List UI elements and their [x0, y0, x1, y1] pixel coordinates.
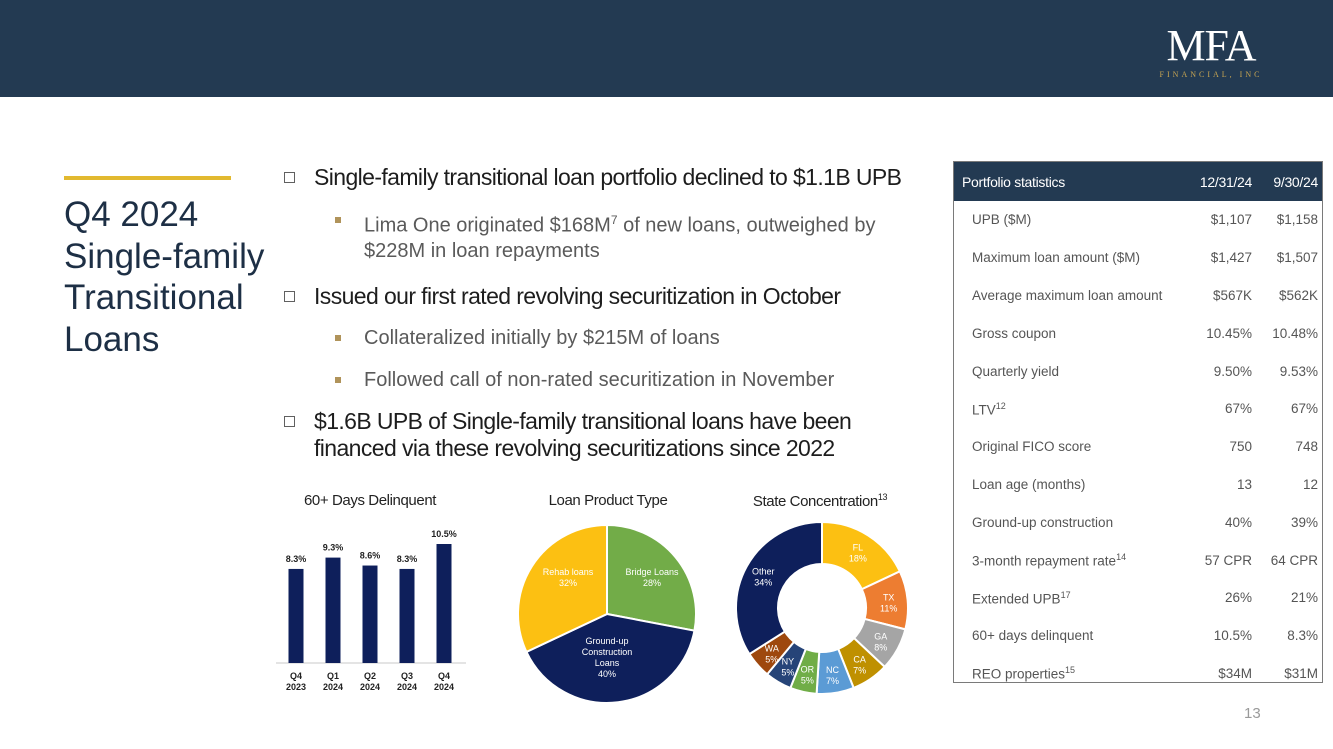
row-label-text: Quarterly yield	[972, 363, 1060, 379]
table-row	[954, 617, 1322, 655]
value-prior: 67%	[1290, 401, 1318, 417]
value-prior: 10.48%	[1272, 325, 1318, 341]
value-current: 57 CPR	[1204, 552, 1252, 568]
logo-subtitle: FINANCIAL, INC	[1159, 70, 1263, 79]
value-prior: 9.53%	[1279, 363, 1318, 379]
delinquency-chart-title: 60+ Days Delinquent	[303, 492, 437, 509]
bullet-list	[282, 164, 932, 462]
value-prior: 12	[1302, 476, 1318, 492]
table-body	[954, 201, 1322, 692]
row-label-text: UPB ($M)	[972, 212, 1032, 228]
footnote-ref: 12	[995, 400, 1006, 411]
bar-1	[326, 558, 341, 663]
footnote-ref: 17	[1060, 589, 1071, 600]
title-accent-line	[64, 176, 231, 180]
table-row	[954, 428, 1322, 466]
value-current: $567K	[1212, 287, 1252, 303]
checkbox-bullet-icon	[284, 416, 295, 427]
pie-slice-value: 32%	[558, 578, 578, 588]
footnote-ref: 7	[610, 213, 618, 227]
table-row	[954, 277, 1322, 315]
value-current: 26%	[1224, 590, 1252, 606]
row-label	[954, 401, 1178, 418]
bar-category-label: Q2	[363, 671, 377, 681]
footnote-ref: 13	[877, 492, 888, 502]
page-number: 13	[1244, 705, 1261, 722]
value-current: $1,107	[1210, 212, 1252, 228]
state-chart-title	[720, 492, 920, 510]
bar-value-label: 8.3%	[396, 553, 418, 564]
donut-slice-value: 5%	[765, 654, 779, 665]
row-label	[954, 326, 1178, 341]
row-label	[954, 288, 1178, 303]
row-label	[954, 477, 1178, 492]
slide-title-line: Q4 2024	[64, 195, 199, 234]
bullet-item	[282, 164, 932, 191]
row-label	[954, 590, 1178, 607]
logo-wordmark: MFA	[1166, 21, 1256, 70]
bullet-item	[282, 408, 932, 462]
donut-slice-name: OR	[800, 664, 815, 675]
value-current: 10.5%	[1213, 628, 1252, 644]
donut-slice-value: 8%	[874, 642, 888, 653]
pie-slice-name: Bridge Loans	[625, 567, 679, 577]
pie-slice-name: Construction	[581, 647, 633, 657]
bar-value-label: 8.6%	[359, 550, 381, 561]
table-row	[954, 503, 1322, 541]
donut-slice-value: 5%	[781, 667, 795, 678]
table-row	[954, 579, 1322, 617]
column-header: 12/31/24	[1199, 173, 1252, 190]
sub-bullet-text: Lima One originated $168M	[364, 214, 611, 237]
table-row	[954, 655, 1322, 693]
value-current: 750	[1229, 439, 1252, 455]
sub-bullet-text: of new loans, outweighed by $228M in loan repayments	[364, 214, 876, 262]
row-label-text: Ground-up construction	[972, 514, 1114, 530]
square-bullet-icon	[335, 377, 341, 383]
bar-4	[437, 544, 452, 663]
value-prior: 748	[1295, 439, 1318, 455]
bar-3	[400, 569, 415, 663]
row-label	[954, 250, 1178, 265]
row-label-text: Maximum loan amount ($M)	[972, 250, 1141, 266]
bar-0	[289, 569, 304, 663]
checkbox-bullet-icon	[284, 172, 295, 183]
row-label	[954, 552, 1178, 569]
sub-bullet-item	[282, 326, 932, 351]
bar-category-label: Q4	[437, 671, 451, 681]
value-current: $34M	[1218, 665, 1252, 681]
row-label	[954, 212, 1178, 227]
sub-bullet-text: Followed call of non-rated securitization in November	[364, 368, 835, 391]
column-header: 9/30/24	[1273, 173, 1318, 190]
row-label	[954, 628, 1178, 643]
table-row	[954, 314, 1322, 352]
sub-bullet-item	[282, 208, 932, 264]
bar-category-label: 2024	[322, 682, 344, 692]
value-current: 67%	[1224, 401, 1252, 417]
donut-slice-name: NY	[781, 656, 795, 667]
table-header-row	[954, 162, 1322, 201]
state-chart-title-text: State Concentration	[752, 493, 878, 510]
bar-category-label: 2024	[396, 682, 418, 692]
pie-slice-name: Rehab loans	[542, 567, 594, 577]
bar-category-label: Q4	[289, 671, 303, 681]
row-label-text: 3-month repayment rate	[972, 553, 1117, 569]
row-label	[954, 439, 1178, 454]
pie-slice-name: Loans	[594, 658, 620, 668]
pie-slice-name: Ground-up	[585, 636, 629, 646]
donut-slice-value: 18%	[848, 553, 867, 564]
column-header: Portfolio statistics	[962, 173, 1065, 190]
slide-title-line: Loans	[64, 319, 160, 359]
sub-bullet-text: Collateralized initially by $215M of loans	[364, 326, 720, 349]
value-current: 40%	[1224, 514, 1252, 530]
state-concentration-donut-chart	[726, 518, 916, 702]
bullet-text: Issued our first rated revolving securitization in October	[314, 282, 841, 309]
donut-slice-name: GA	[874, 631, 888, 642]
pie-slice-value: 40%	[597, 669, 617, 679]
donut-slice-value: 7%	[853, 665, 867, 676]
bar-category-label: 2023	[285, 682, 307, 692]
value-prior: $562K	[1278, 287, 1318, 303]
mfa-logo	[1150, 21, 1272, 79]
footnote-ref: 15	[1065, 665, 1076, 676]
bullet-text: Single-family transitional loan portfolio declined to $1.1B UPB	[314, 164, 902, 190]
row-label-text: Loan age (months)	[972, 476, 1086, 492]
donut-slice-value: 7%	[825, 676, 839, 687]
value-prior: 39%	[1290, 514, 1318, 530]
value-current: 9.50%	[1213, 363, 1252, 379]
bar-category-label: 2024	[433, 682, 455, 692]
portfolio-statistics-table	[953, 161, 1323, 683]
row-label	[954, 364, 1178, 379]
donut-slice-value: 11%	[880, 603, 898, 614]
bullet-text: $1.6B UPB of Single-family transitional loans have been financed via these revolving securitizations since 2022	[314, 407, 852, 461]
footnote-ref: 14	[1116, 551, 1127, 562]
header-bar	[0, 0, 1333, 97]
table-row	[954, 541, 1322, 579]
donut-slice-value: 34%	[754, 577, 773, 588]
donut-slice-value: 5%	[800, 675, 814, 686]
donut-slice-name: NC	[825, 665, 839, 676]
donut-slice-name: TX	[882, 592, 895, 603]
donut-slice-name: CA	[853, 654, 866, 665]
square-bullet-icon	[335, 217, 341, 223]
row-label-text: 60+ days delinquent	[972, 628, 1094, 644]
slide-title	[64, 194, 274, 360]
square-bullet-icon	[335, 335, 341, 341]
donut-slice-name: FL	[852, 542, 864, 553]
row-label	[954, 515, 1178, 530]
bar-2	[363, 566, 378, 663]
table-row	[954, 201, 1322, 239]
value-current: 10.45%	[1206, 325, 1252, 341]
value-prior: 64 CPR	[1270, 552, 1318, 568]
row-label-text: Extended UPB	[972, 591, 1061, 607]
bar-value-label: 10.5%	[431, 529, 457, 539]
row-label-text: Average maximum loan amount	[972, 287, 1163, 303]
bar-category-label: Q1	[326, 671, 340, 681]
value-prior: $1,158	[1276, 212, 1318, 228]
row-label	[954, 665, 1178, 682]
table-row	[954, 352, 1322, 390]
donut-slice-name: WA	[764, 643, 779, 654]
value-prior: 21%	[1290, 590, 1318, 606]
bullet-item	[282, 283, 932, 310]
bar-value-label: 9.3%	[322, 542, 344, 553]
bar-value-label: 8.3%	[285, 553, 307, 564]
donut-slice-other	[736, 522, 822, 654]
donut-slice-name: Other	[752, 566, 775, 577]
bar-category-label: Q3	[400, 671, 414, 681]
value-current: $1,427	[1210, 250, 1252, 266]
slide-title-line: Transitional	[64, 278, 244, 317]
pie-slice-value: 28%	[642, 578, 662, 588]
bar-category-label: 2024	[359, 682, 381, 692]
slide-title-line: Single-family	[64, 236, 265, 276]
product-type-pie-chart	[512, 520, 704, 710]
row-label-text: LTV	[972, 402, 996, 418]
checkbox-bullet-icon	[284, 291, 295, 302]
value-prior: $1,507	[1276, 250, 1318, 266]
product-type-chart-title: Loan Product Type	[548, 492, 668, 509]
row-label-text: Original FICO score	[972, 439, 1092, 455]
delinquency-bar-chart	[270, 520, 470, 700]
table-row	[954, 390, 1322, 428]
value-prior: 8.3%	[1287, 628, 1318, 644]
value-current: 13	[1236, 476, 1252, 492]
sub-bullet-item	[282, 368, 932, 393]
row-label-text: Gross coupon	[972, 325, 1057, 341]
row-label-text: REO properties	[972, 666, 1066, 682]
table-row	[954, 466, 1322, 504]
table-row	[954, 239, 1322, 277]
value-prior: $31M	[1284, 665, 1318, 681]
